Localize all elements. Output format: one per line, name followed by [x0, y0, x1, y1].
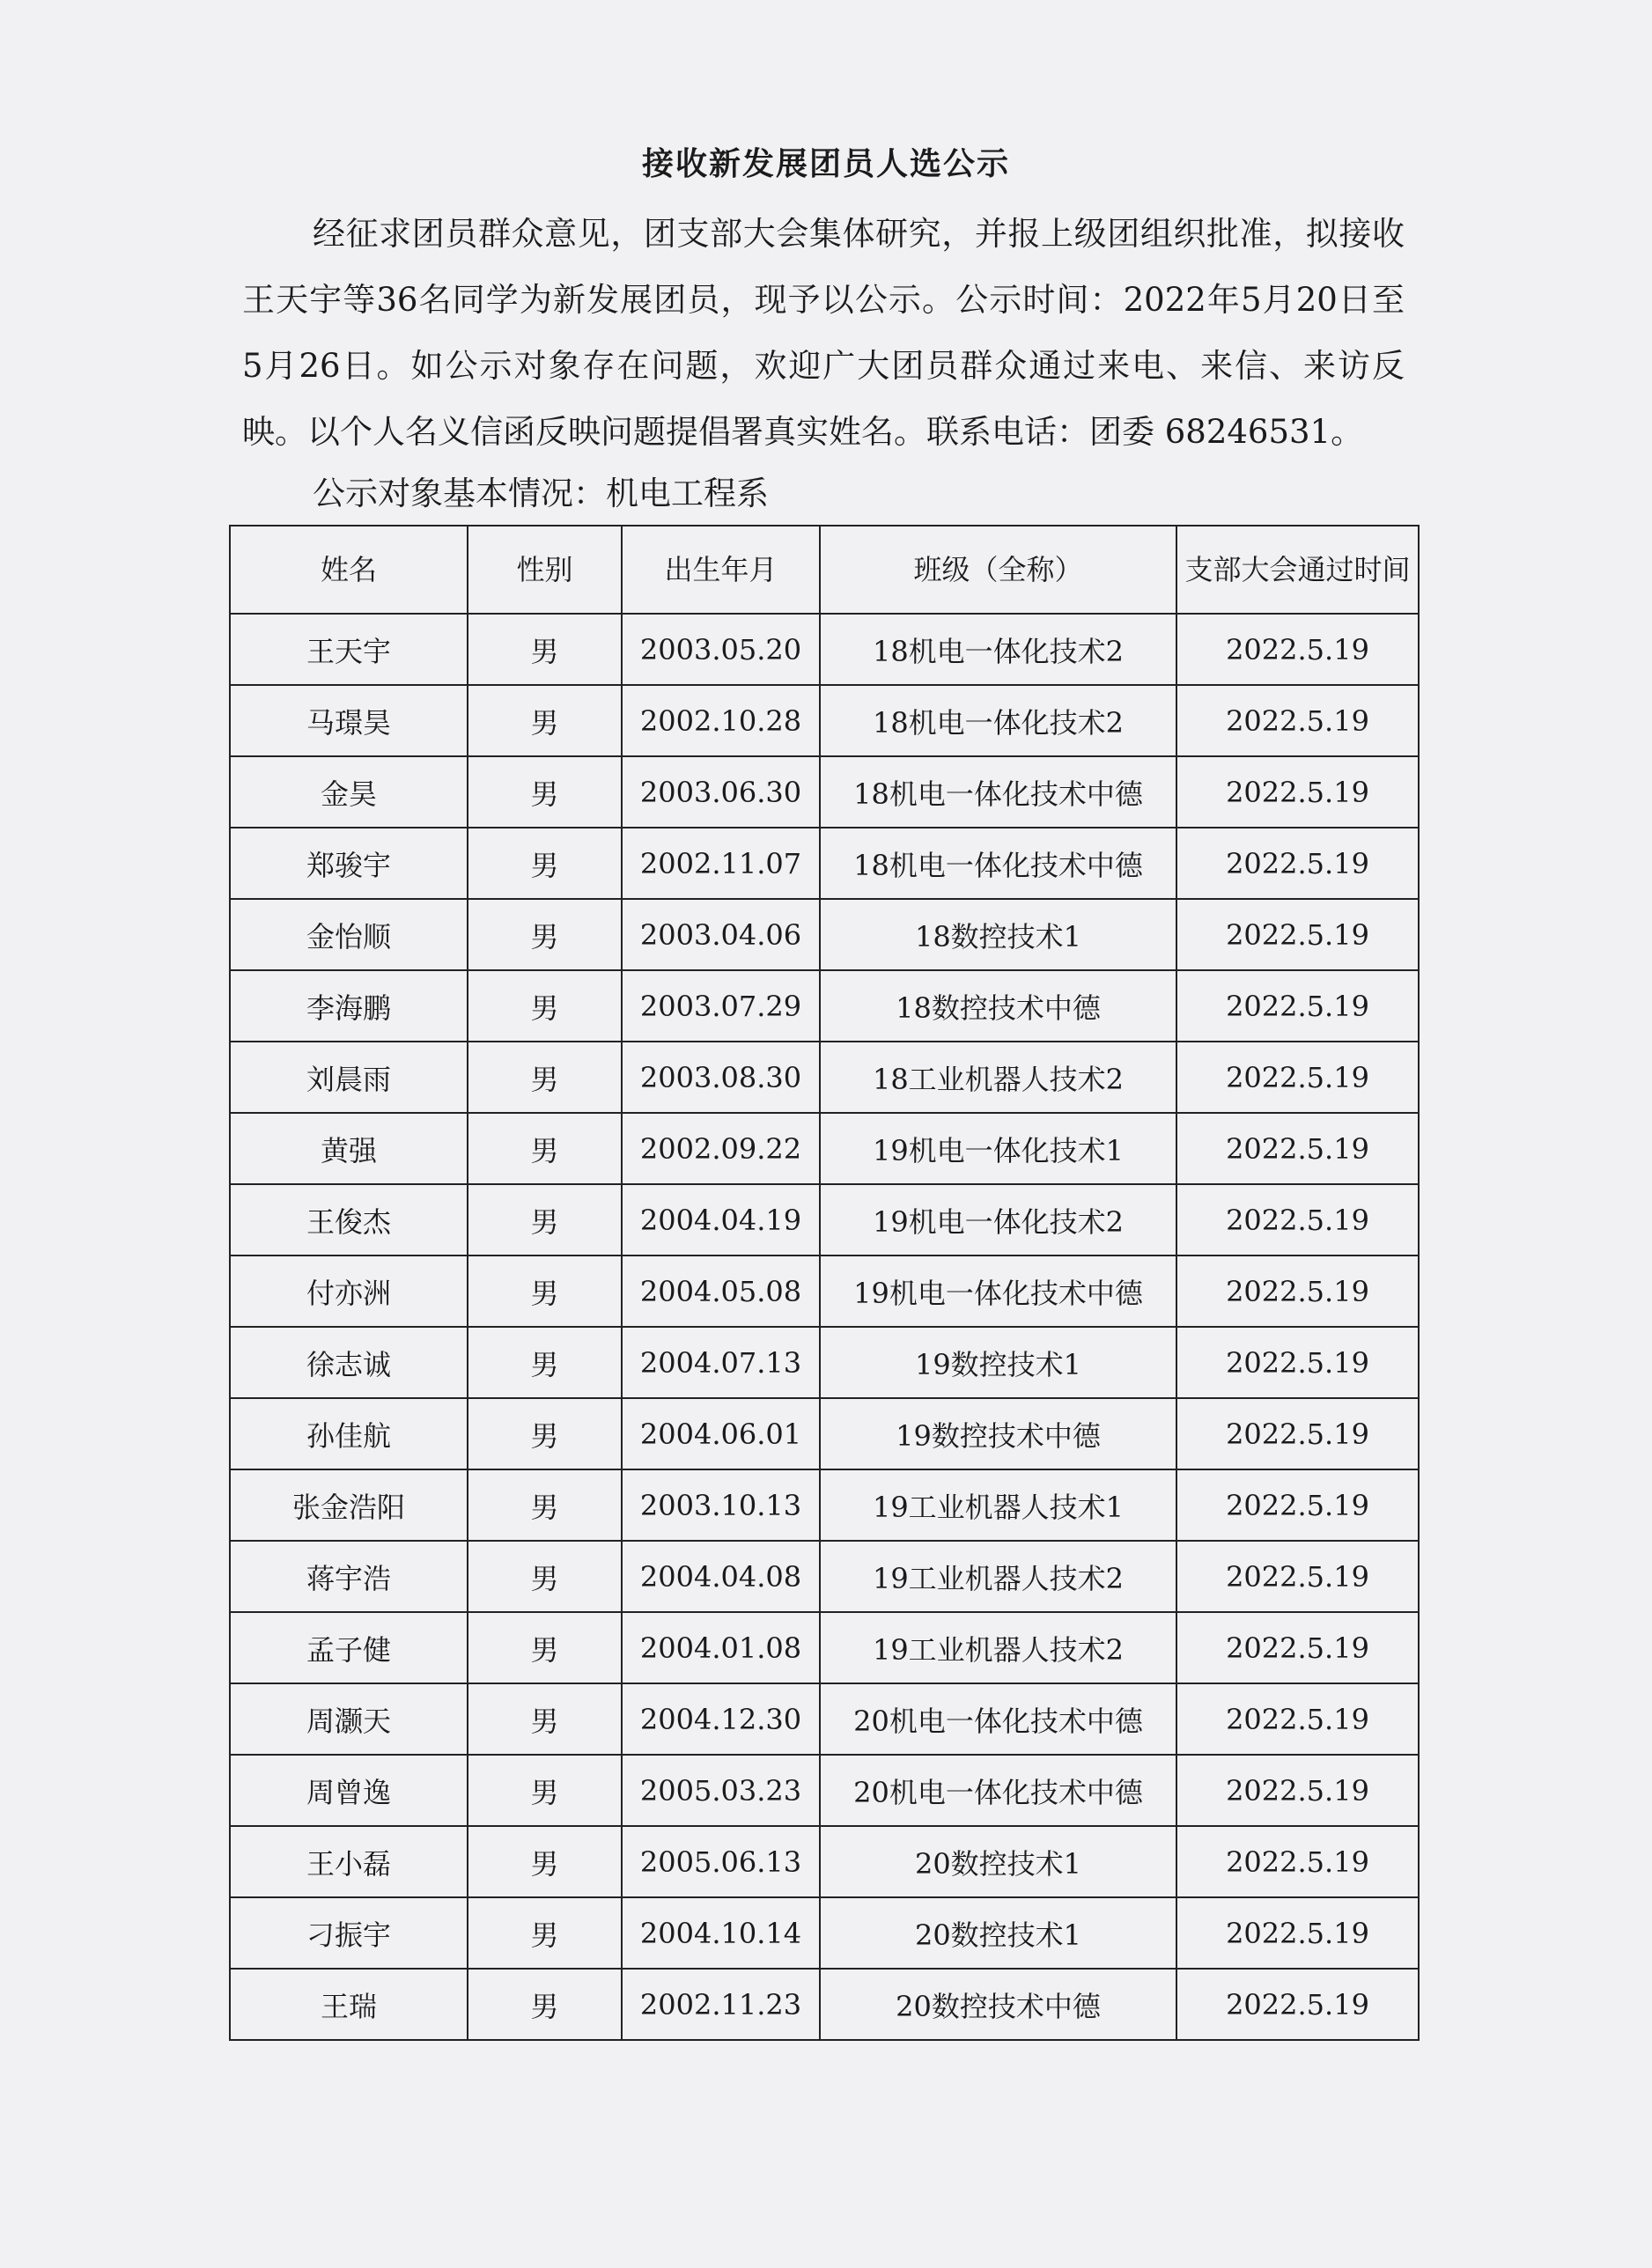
cell-name: 刘晨雨: [230, 1042, 468, 1113]
cell-gender: 男: [468, 1042, 622, 1113]
cell-date: 2022.5.19: [1176, 614, 1419, 685]
cell-name: 黄强: [230, 1113, 468, 1184]
cell-birth: 2004.06.01: [622, 1398, 820, 1469]
cell-date: 2022.5.19: [1176, 1184, 1419, 1256]
table-row: [230, 1469, 1419, 1541]
cell-birth: 2003.06.30: [622, 756, 820, 828]
table-row: [230, 685, 1419, 756]
cell-name: 王瑞: [230, 1969, 468, 2040]
table-row: [230, 1327, 1419, 1398]
cell-name: 王小磊: [230, 1826, 468, 1897]
cell-gender: 男: [468, 828, 622, 899]
cell-birth: 2002.10.28: [622, 685, 820, 756]
cell-birth: 2003.07.29: [622, 970, 820, 1042]
table-row: [230, 1755, 1419, 1826]
cell-gender: 男: [468, 1826, 622, 1897]
table-row: [230, 1969, 1419, 2040]
cell-birth: 2005.06.13: [622, 1826, 820, 1897]
cell-birth: 2003.05.20: [622, 614, 820, 685]
cell-gender: 男: [468, 1755, 622, 1826]
cell-class: 19数控技术中德: [820, 1398, 1176, 1469]
cell-gender: 男: [468, 756, 622, 828]
cell-name: 郑骏宇: [230, 828, 468, 899]
cell-birth: 2002.09.22: [622, 1113, 820, 1184]
header-class: 班级（全称）: [820, 526, 1176, 614]
cell-date: 2022.5.19: [1176, 899, 1419, 970]
cell-gender: 男: [468, 1256, 622, 1327]
table-row: [230, 1113, 1419, 1184]
cell-date: 2022.5.19: [1176, 1398, 1419, 1469]
cell-birth: 2003.04.06: [622, 899, 820, 970]
cell-date: 2022.5.19: [1176, 756, 1419, 828]
cell-birth: 2004.07.13: [622, 1327, 820, 1398]
header-name: 姓名: [230, 526, 468, 614]
cell-birth: 2003.08.30: [622, 1042, 820, 1113]
cell-date: 2022.5.19: [1176, 970, 1419, 1042]
cell-name: 马璟昊: [230, 685, 468, 756]
cell-gender: 男: [468, 1541, 622, 1612]
cell-class: 18数控技术1: [820, 899, 1176, 970]
cell-date: 2022.5.19: [1176, 1897, 1419, 1969]
cell-date: 2022.5.19: [1176, 1113, 1419, 1184]
cell-date: 2022.5.19: [1176, 1612, 1419, 1683]
cell-date: 2022.5.19: [1176, 1683, 1419, 1755]
cell-name: 金怡顺: [230, 899, 468, 970]
table-row: [230, 1826, 1419, 1897]
cell-class: 18机电一体化技术2: [820, 685, 1176, 756]
cell-class: 18工业机器人技术2: [820, 1042, 1176, 1113]
cell-class: 20数控技术中德: [820, 1969, 1176, 2040]
cell-birth: 2002.11.23: [622, 1969, 820, 2040]
cell-class: 18数控技术中德: [820, 970, 1176, 1042]
table-row: [230, 1398, 1419, 1469]
cell-class: 19数控技术1: [820, 1327, 1176, 1398]
cell-name: 徐志诚: [230, 1327, 468, 1398]
cell-gender: 男: [468, 970, 622, 1042]
table-row: [230, 1042, 1419, 1113]
cell-gender: 男: [468, 899, 622, 970]
cell-name: 王天宇: [230, 614, 468, 685]
cell-birth: 2005.03.23: [622, 1755, 820, 1826]
cell-class: 19工业机器人技术2: [820, 1541, 1176, 1612]
cell-gender: 男: [468, 614, 622, 685]
cell-name: 周灏天: [230, 1683, 468, 1755]
cell-gender: 男: [468, 685, 622, 756]
cell-birth: 2002.11.07: [622, 828, 820, 899]
cell-class: 19机电一体化技术1: [820, 1113, 1176, 1184]
cell-date: 2022.5.19: [1176, 685, 1419, 756]
table-row: [230, 1897, 1419, 1969]
cell-class: 18机电一体化技术中德: [820, 828, 1176, 899]
cell-date: 2022.5.19: [1176, 1256, 1419, 1327]
cell-gender: 男: [468, 1969, 622, 2040]
cell-class: 18机电一体化技术2: [820, 614, 1176, 685]
cell-birth: 2004.10.14: [622, 1897, 820, 1969]
cell-name: 金昊: [230, 756, 468, 828]
cell-name: 付亦洲: [230, 1256, 468, 1327]
cell-birth: 2004.04.19: [622, 1184, 820, 1256]
cell-name: 孟子健: [230, 1612, 468, 1683]
cell-class: 19工业机器人技术1: [820, 1469, 1176, 1541]
cell-name: 张金浩阳: [230, 1469, 468, 1541]
cell-class: 19机电一体化技术2: [820, 1184, 1176, 1256]
cell-date: 2022.5.19: [1176, 1755, 1419, 1826]
table-header-row: [230, 526, 1419, 614]
cell-birth: 2004.01.08: [622, 1612, 820, 1683]
cell-birth: 2004.04.08: [622, 1541, 820, 1612]
header-birth: 出生年月: [622, 526, 820, 614]
cell-name: 刁振宇: [230, 1897, 468, 1969]
table-row: [230, 756, 1419, 828]
cell-birth: 2003.10.13: [622, 1469, 820, 1541]
cell-date: 2022.5.19: [1176, 1969, 1419, 2040]
cell-name: 蒋宇浩: [230, 1541, 468, 1612]
cell-gender: 男: [468, 1113, 622, 1184]
cell-class: 20数控技术1: [820, 1826, 1176, 1897]
cell-gender: 男: [468, 1327, 622, 1398]
table-row: [230, 1612, 1419, 1683]
table-subheading: 公示对象基本情况：机电工程系: [313, 475, 769, 512]
cell-class: 20机电一体化技术中德: [820, 1755, 1176, 1826]
cell-gender: 男: [468, 1897, 622, 1969]
cell-name: 周曾逸: [230, 1755, 468, 1826]
cell-gender: 男: [468, 1612, 622, 1683]
table-row: [230, 899, 1419, 970]
cell-date: 2022.5.19: [1176, 1042, 1419, 1113]
table-row: [230, 1683, 1419, 1755]
cell-date: 2022.5.19: [1176, 1826, 1419, 1897]
cell-gender: 男: [468, 1184, 622, 1256]
cell-class: 19机电一体化技术中德: [820, 1256, 1176, 1327]
cell-gender: 男: [468, 1469, 622, 1541]
cell-class: 20机电一体化技术中德: [820, 1683, 1176, 1755]
cell-gender: 男: [468, 1683, 622, 1755]
header-date: 支部大会通过时间: [1176, 526, 1419, 614]
table-row: [230, 828, 1419, 899]
table-row: [230, 614, 1419, 685]
cell-date: 2022.5.19: [1176, 1541, 1419, 1612]
candidate-table: [229, 525, 1420, 2041]
cell-name: 李海鹏: [230, 970, 468, 1042]
cell-date: 2022.5.19: [1176, 828, 1419, 899]
cell-birth: 2004.12.30: [622, 1683, 820, 1755]
cell-birth: 2004.05.08: [622, 1256, 820, 1327]
cell-class: 19工业机器人技术2: [820, 1612, 1176, 1683]
table-row: [230, 1184, 1419, 1256]
cell-name: 孙佳航: [230, 1398, 468, 1469]
table-row: [230, 970, 1419, 1042]
cell-date: 2022.5.19: [1176, 1469, 1419, 1541]
document-title: 接收新发展团员人选公示: [641, 145, 1010, 182]
table-row: [230, 1256, 1419, 1327]
cell-class: 20数控技术1: [820, 1897, 1176, 1969]
cell-gender: 男: [468, 1398, 622, 1469]
table-row: [230, 1541, 1419, 1612]
announcement-paragraph: 经征求团员群众意见，团支部大会集体研究，并报上级团组织批准，拟接收王天宇等36名同学为新发展团员，现予以公示。公示时间：2022年5月20日至 5月26日。如公示对象存在问题，欢迎广大团员群众通过来电、来信、来访反映。以个人名义信函反映问题提倡署真实姓名。联系电话：团委 68246531。: [242, 215, 1405, 451]
cell-name: 王俊杰: [230, 1184, 468, 1256]
header-gender: 性别: [468, 526, 622, 614]
cell-date: 2022.5.19: [1176, 1327, 1419, 1398]
cell-class: 18机电一体化技术中德: [820, 756, 1176, 828]
